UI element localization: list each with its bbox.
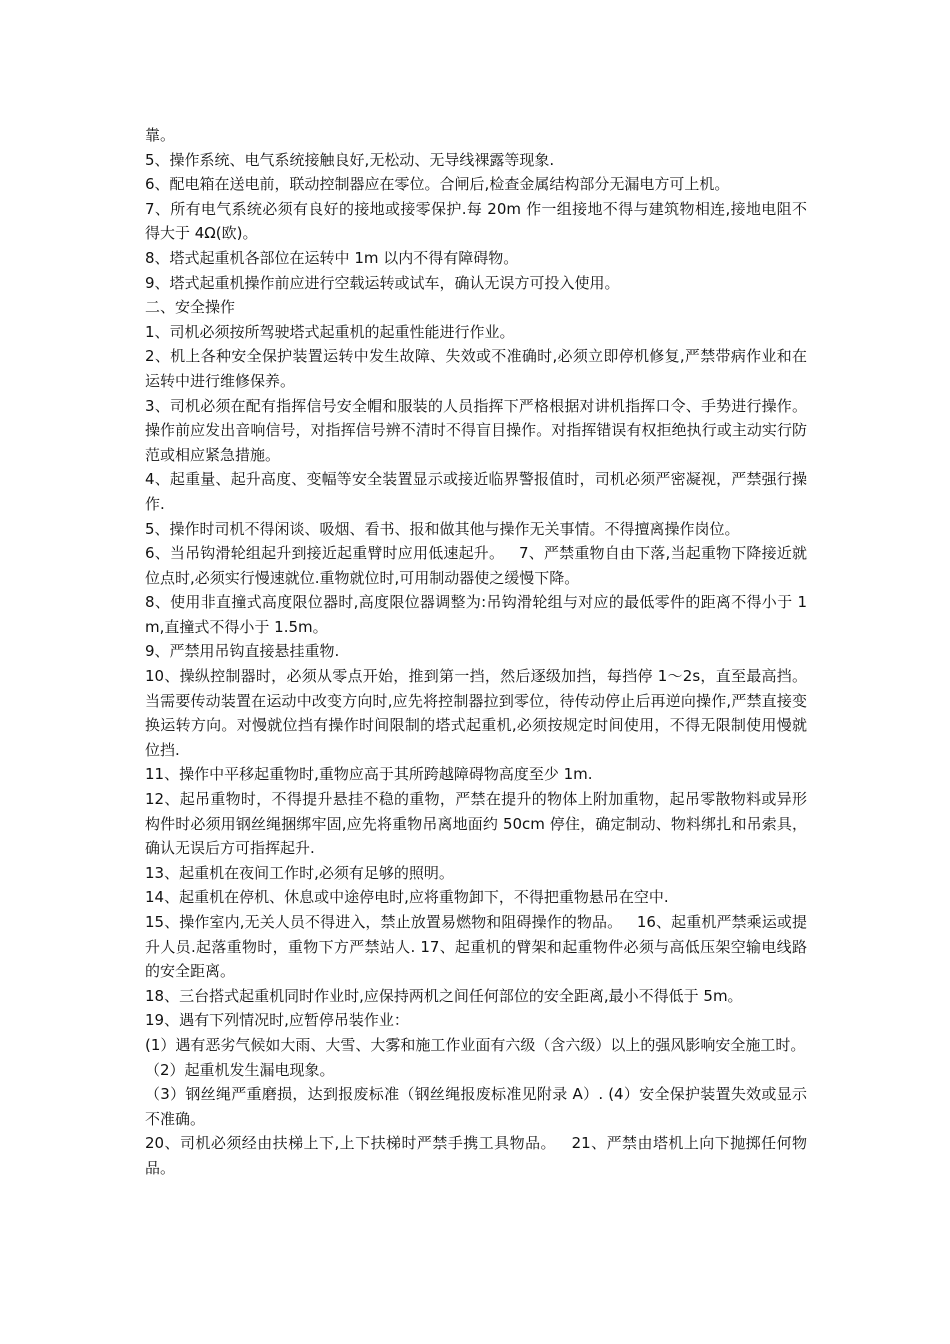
paragraph: 8、使用非直撞式高度限位器时,高度限位器调整为:吊钩滑轮组与对应的最低零件的距离不得小于 1m,直撞式不得小于 1.5m。 <box>145 593 807 636</box>
paragraph: 14、起重机在停机、休息或中途停电时,应将重物卸下，不得把重物悬吊在空中. <box>145 888 669 907</box>
paragraph: 19、遇有下列情况时,应暂停吊装作业： <box>145 1011 409 1030</box>
paragraph: 靠。 <box>145 126 176 144</box>
paragraph: 11、操作中平移起重物时,重物应高于其所跨越障碍物高度至少 1m. <box>145 765 593 784</box>
document-page <box>145 123 807 1181</box>
paragraph: 18、三台搭式起重机同时作业时,应保持两机之间任何部位的安全距离,最小不得低于 5m。 <box>145 986 743 1005</box>
paragraph: 5、操作时司机不得闲谈、吸烟、看书、报和做其他与操作无关事情。不得擅离操作岗位。 <box>145 519 740 538</box>
paragraph: 2、机上各种安全保护装置运转中发生故障、失效或不准确时,必须立即停机修复,严禁带病作业和在运转中进行维修保养。 <box>145 347 807 390</box>
paragraph: 20、司机必须经由扶梯上下,上下扶梯时严禁手携工具物品。 21、严禁由塔机上向下抛掷任何物品。 <box>145 1134 807 1177</box>
paragraph: （3）钢丝绳严重磨损，达到报废标准（钢丝绳报废标准见附录 A）. (4）安全保护装置失效或显示不准确。 <box>145 1085 807 1128</box>
paragraph: 12、起吊重物时，不得提升悬挂不稳的重物，严禁在提升的物体上附加重物，起吊零散物料或异形构件时必须用钢丝绳捆绑牢固,应先将重物吊离地面约 50cm 停住，确定制动、物料绑扎和吊索具，确认无误后方可指挥起升. <box>145 790 807 858</box>
paragraph: 6、当吊钩滑轮组起升到接近起重臂时应用低速起升。 7、严禁重物自由下落,当起重物下降接近就位点时,必须实行慢速就位.重物就位时,可用制动器使之缓慢下降。 <box>145 544 807 587</box>
paragraph: 3、司机必须在配有指挥信号安全帽和服装的人员指挥下严格根据对讲机指挥口令、手势进行操作。操作前应发出音响信号，对指挥信号辨不清时不得盲目操作。对指挥错误有权拒绝执行或主动实行防范或相应紧急措施。 <box>145 396 807 464</box>
paragraph: (1）遇有恶劣气候如大雨、大雪、大雾和施工作业面有六级（含六级）以上的强风影响安全施工时。 <box>145 1035 806 1054</box>
paragraph: 二、安全操作 <box>145 298 236 317</box>
paragraph: 10、操纵控制器时，必须从零点开始，推到第一挡，然后逐级加挡，每挡停 1～2s，直至最高挡。当需要传动装置在运动中改变方向时,应先将控制器拉到零位，待传动停止后再逆向操作,严禁直接变换运转方向。对慢就位挡有操作时间限制的塔式起重机,必须按规定时间使用，不得无限制使用慢就位挡. <box>145 667 807 759</box>
paragraph: 4、起重量、起升高度、变幅等安全装置显示或接近临界警报值时，司机必须严密凝视，严禁强行操作. <box>145 470 807 513</box>
paragraph: 15、操作室内,无关人员不得进入，禁止放置易燃物和阻碍操作的物品。 16、起重机严禁乘运或提升人员.起落重物时，重物下方严禁站人. 17、起重机的臂架和起重物件必须与高低压架空输电线路的安全距离。 <box>145 913 807 981</box>
paragraph: 9、塔式起重机操作前应进行空载运转或试车，确认无误方可投入使用。 <box>145 273 620 292</box>
paragraph: 13、起重机在夜间工作时,必须有足够的照明。 <box>145 863 454 882</box>
paragraph: 5、操作系统、电气系统接触良好,无松动、无导线裸露等现象. <box>145 150 555 169</box>
paragraph: 1、司机必须按所驾驶塔式起重机的起重性能进行作业。 <box>145 322 515 341</box>
paragraph: 8、塔式起重机各部位在运转中 1m 以内不得有障碍物。 <box>145 248 519 267</box>
paragraph: 6、配电箱在送电前，联动控制器应在零位。合闸后,检查金属结构部分无漏电方可上机。 <box>145 175 730 194</box>
paragraph: 9、严禁用吊钩直接悬挂重物. <box>145 642 340 661</box>
paragraph: （2）起重机发生漏电现象。 <box>145 1060 335 1079</box>
paragraph: 7、所有电气系统必须有良好的接地或接零保护.每 20m 作一组接地不得与建筑物相连,接地电阻不得大于 4Ω(欧)。 <box>145 199 807 243</box>
